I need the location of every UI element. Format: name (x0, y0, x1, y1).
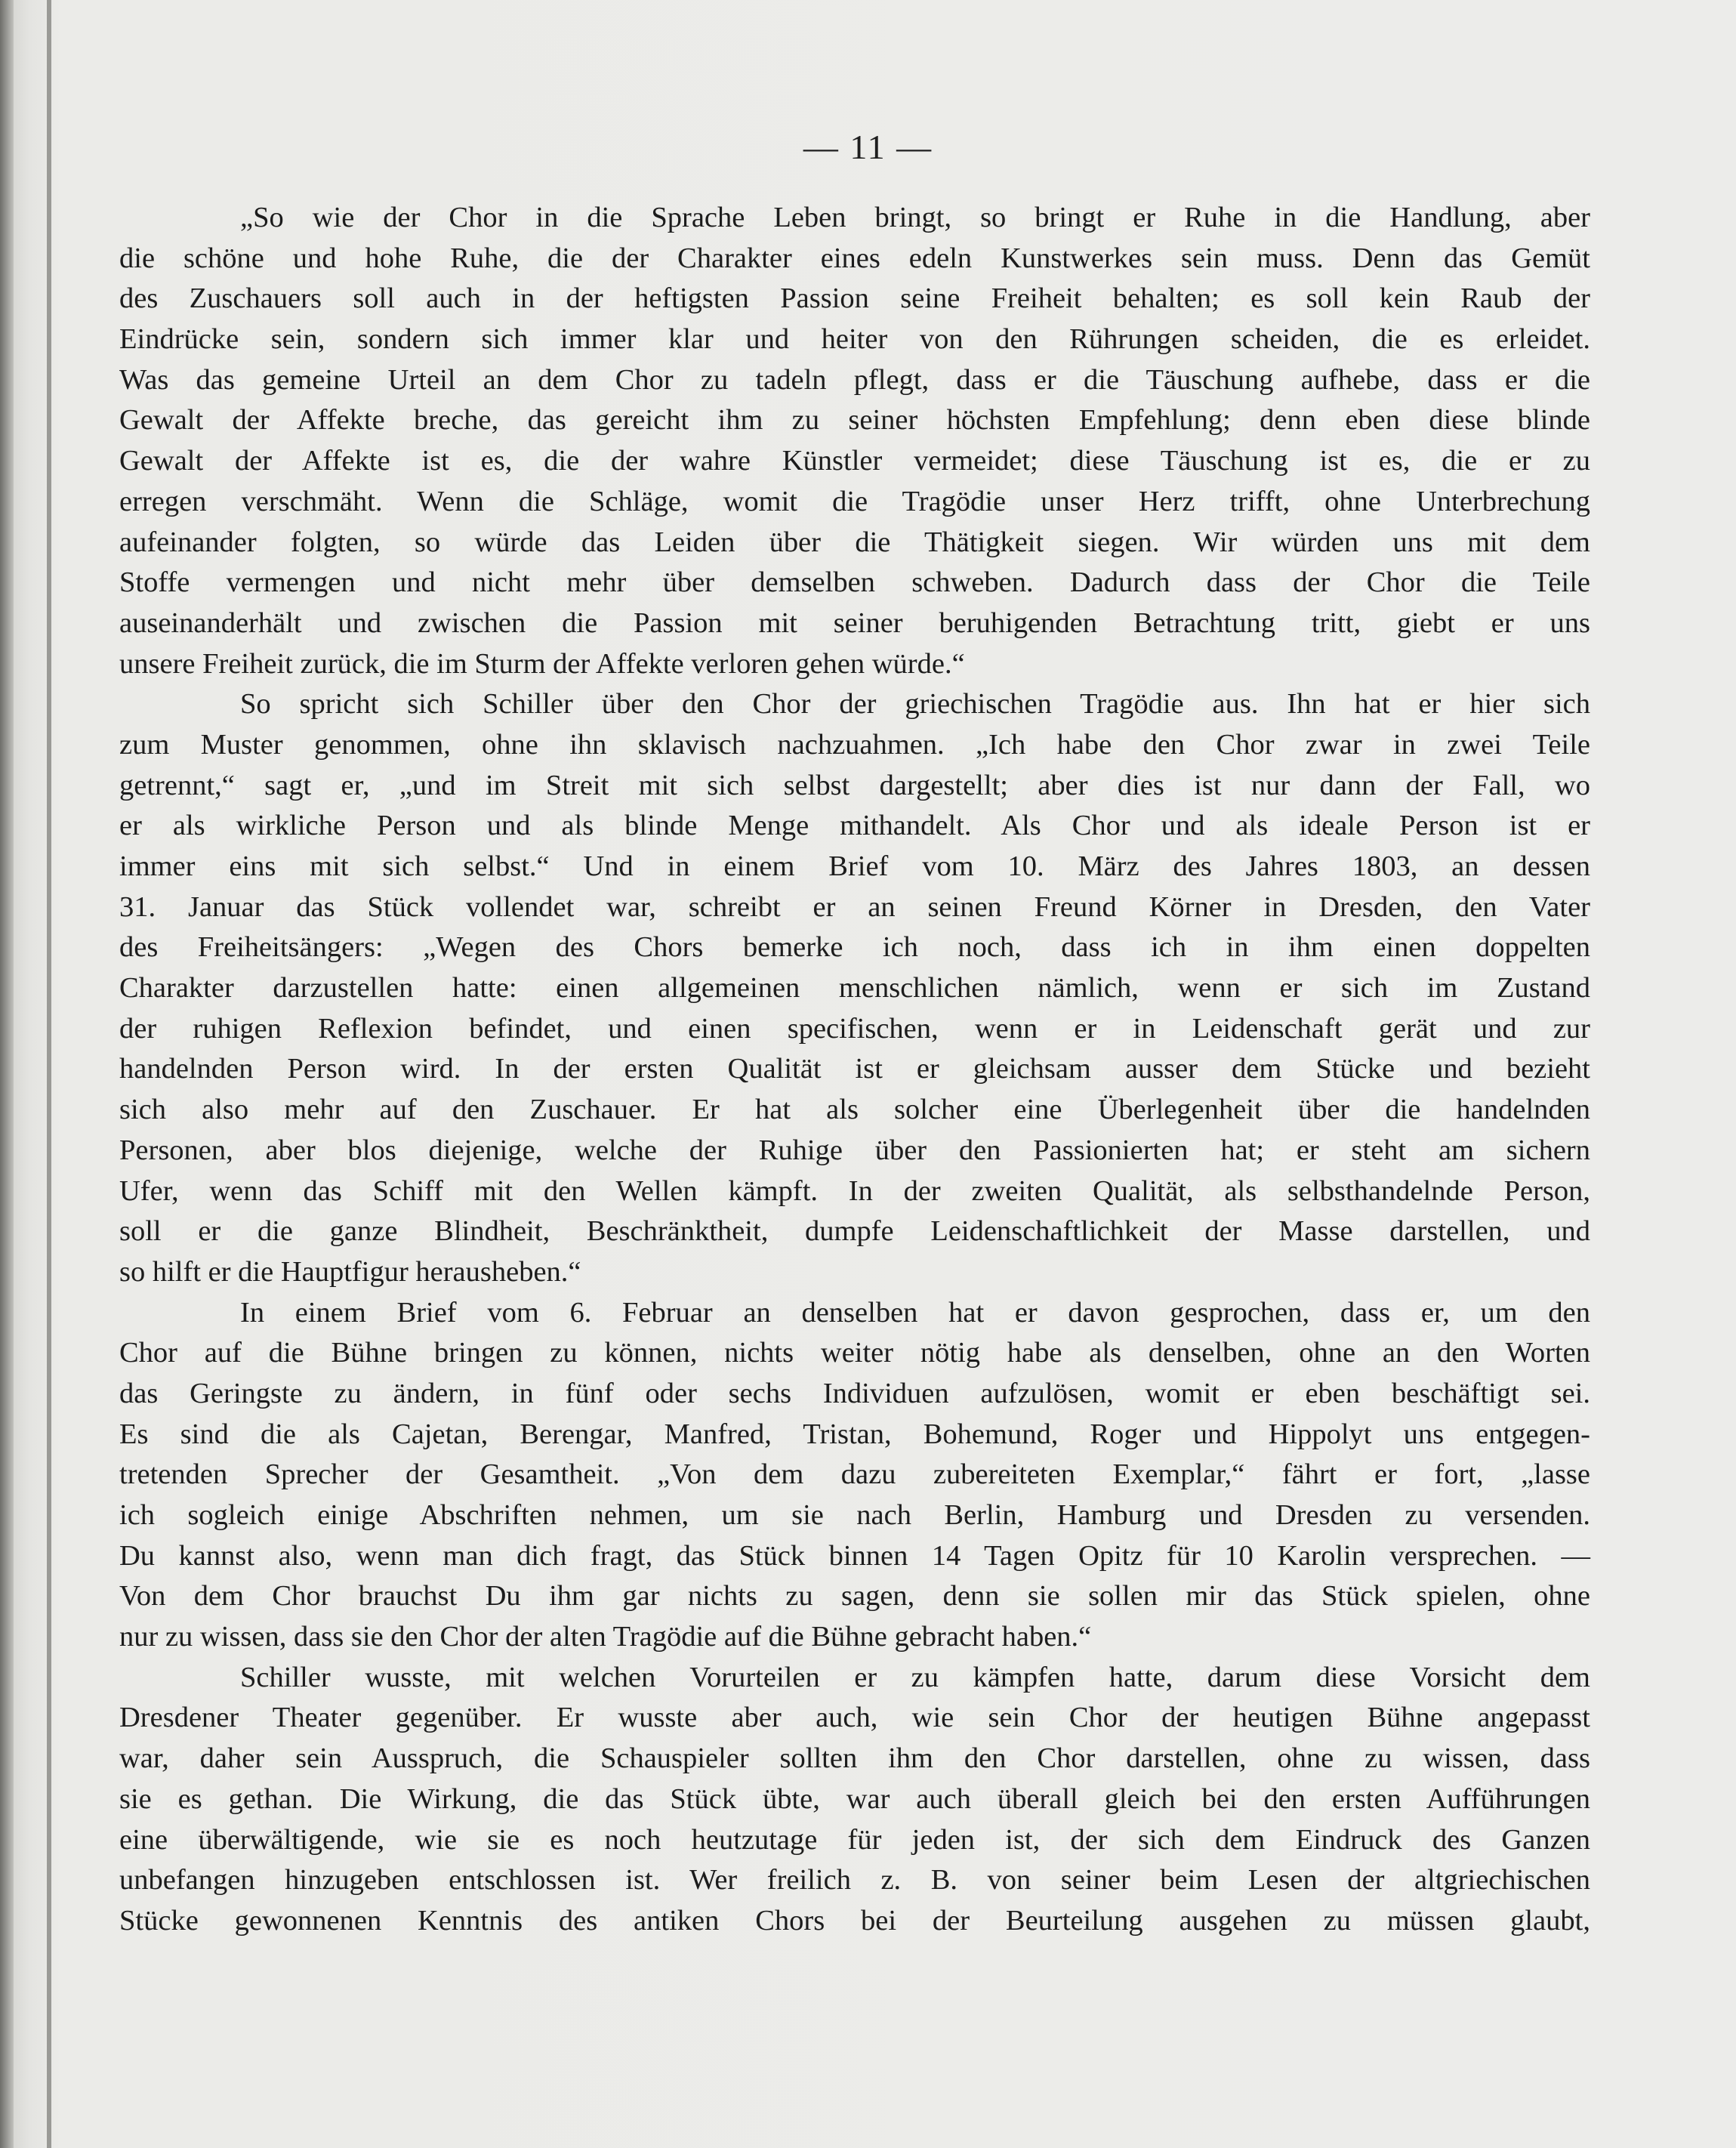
text-line: unsere Freiheit zurück, die im Sturm der Affekte verloren gehen würde.“ (119, 647, 965, 680)
text-line: „So wie der Chor in die Sprache Leben bringt, so bringt er Ruhe in die Handlung, aber (240, 202, 1590, 233)
text-line: soll er die ganze Blindheit, Beschränktheit, dumpfe Leidenschaftlichkeit der Masse darstellen, und (119, 1215, 1590, 1248)
text-line: Du kannst also, wenn man dich fragt, das Stück binnen 14 Tagen Opitz für 10 Karolin versprechen. — (119, 1539, 1590, 1572)
text-line: Gewalt der Affekte ist es, die der wahre Künstler vermeidet; diese Täuschung ist es, die er zu (119, 445, 1590, 477)
binding-shadow (0, 0, 14, 2148)
text-line: ich sogleich einige Abschriften nehmen, um sie nach Berlin, Hamburg und Dresden zu versenden. (119, 1499, 1590, 1531)
text-line: so hilft er die Hauptfigur herausheben.“ (119, 1255, 581, 1288)
text-line: zum Muster genommen, ohne ihn sklavisch nachzuahmen. „Ich habe den Chor zwar in zwei Teile (119, 728, 1590, 761)
text-line: In einem Brief vom 6. Februar an denselben hat er davon gesprochen, dass er, um den (240, 1296, 1590, 1329)
text-line: Charakter darzustellen hatte: einen allgemeinen menschlichen nämlich, wenn er sich im Zustand (119, 972, 1590, 1005)
text-line: Von dem Chor brauchst Du ihm gar nichts zu sagen, denn sie sollen mir das Stück spielen, ohne (119, 1580, 1590, 1613)
text-line: er als wirkliche Person und als blinde Menge mithandelt. Als Chor und als ideale Person ist er (119, 810, 1590, 842)
text-line: die schöne und hohe Ruhe, die der Charakter eines edeln Kunstwerkes sein muss. Denn das Gemüt (119, 242, 1590, 274)
text-line: So spricht sich Schiller über den Chor der griechischen Tragödie aus. Ihn hat er hier sich (240, 688, 1590, 721)
text-line: der ruhigen Reflexion befindet, und einen specifischen, wenn er in Leidenschaft gerät und zur (119, 1012, 1590, 1045)
text-line: Stücke gewonnenen Kenntnis des antiken Chors bei der Beurteilung ausgehen zu müssen glaubt, (119, 1904, 1590, 1937)
text-line: erregen verschmäht. Wenn die Schläge, womit die Tragödie unser Herz trifft, ohne Unterbrechung (119, 485, 1590, 517)
text-line: auseinanderhält und zwischen die Passion mit seiner beruhigenden Betrachtung tritt, giebt er uns (119, 606, 1590, 639)
text-line: des Zuschauers soll auch in der heftigsten Passion seine Freiheit behalten; es soll kein Raub der (119, 282, 1590, 315)
text-line: unbefangen hinzugeben entschlossen ist. Wer freilich z. B. von seiner beim Lesen der altgriechischen (119, 1864, 1590, 1896)
text-line: Gewalt der Affekte breche, das gereicht ihm zu seiner höchsten Empfehlung; denn eben diese blinde (119, 404, 1590, 437)
text-line: getrennt,“ sagt er, „und im Streit mit sich selbst dargestellt; aber dies ist nur dann der Fall, wo (119, 769, 1590, 801)
text-line: des Freiheitsängers: „Wegen des Chors bemerke ich noch, dass ich in ihm einen doppelten (119, 931, 1590, 964)
text-line: Es sind die als Cajetan, Berengar, Manfred, Tristan, Bohemund, Roger und Hippolyt uns entgegen- (119, 1418, 1590, 1450)
text-line: war, daher sein Ausspruch, die Schauspieler sollten ihm den Chor darstellen, ohne zu wissen, dass (119, 1742, 1590, 1775)
text-line: sie es gethan. Die Wirkung, die das Stück übte, war auch überall gleich bei den ersten Aufführungen (119, 1782, 1590, 1815)
text-line: Ufer, wenn das Schiff mit den Wellen kämpft. In der zweiten Qualität, als selbsthandelnde Person, (119, 1174, 1590, 1207)
text-line: das Geringste zu ändern, in fünf oder sechs Individuen aufzulösen, womit er eben beschäftigt sei. (119, 1377, 1590, 1409)
text-line: Stoffe vermengen und nicht mehr über demselben schweben. Dadurch dass der Chor die Teile (119, 566, 1590, 599)
binding-edge (47, 0, 51, 2148)
text-line: Eindrücke sein, sondern sich immer klar und heiter von den Rührungen scheiden, die es erleidet. (119, 323, 1590, 356)
text-line: immer eins mit sich selbst.“ Und in einem Brief vom 10. März des Jahres 1803, an dessen (119, 850, 1590, 882)
text-line: sich also mehr auf den Zuschauer. Er hat als solcher eine Überlegenheit über die handelnden (119, 1094, 1590, 1126)
text-line: 31. Januar das Stück vollendet war, schreibt er an seinen Freund Körner in Dresden, den Vater (119, 890, 1590, 923)
text-line: Schiller wusste, mit welchen Vorurteilen er zu kämpfen hatte, darum diese Vorsicht dem (240, 1661, 1590, 1693)
text-line: tretenden Sprecher der Gesamtheit. „Von dem dazu zubereiteten Exemplar,“ fährt er fort, „lasse (119, 1458, 1590, 1491)
text-line: Chor auf die Bühne bringen zu können, nichts weiter nötig habe als denselben, ohne an den Worten (119, 1337, 1590, 1369)
text-line: handelnden Person wird. In der ersten Qualität ist er gleichsam ausser dem Stücke und bezieht (119, 1053, 1590, 1085)
text-line: Personen, aber blos diejenige, welche der Ruhige über den Passionierten hat; er steht am sichern (119, 1134, 1590, 1166)
page-number: — 11 — (803, 128, 933, 166)
text-line: Dresdener Theater gegenüber. Er wusste aber auch, wie sein Chor der heutigen Bühne angepasst (119, 1702, 1590, 1734)
text-line: nur zu wissen, dass sie den Chor der alten Tragödie auf die Bühne gebracht haben.“ (119, 1621, 1092, 1653)
text-line: Was das gemeine Urteil an dem Chor zu tadeln pflegt, dass er die Täuschung aufhebe, dass er die (119, 363, 1590, 396)
text-line: aufeinander folgten, so würde das Leiden über die Thätigkeit siegen. Wir würden uns mit dem (119, 526, 1590, 558)
body-text (119, 198, 1590, 1942)
text-line: eine überwältigende, wie sie es noch heutzutage für jeden ist, der sich dem Eindruck des Ganzen (119, 1823, 1590, 1856)
